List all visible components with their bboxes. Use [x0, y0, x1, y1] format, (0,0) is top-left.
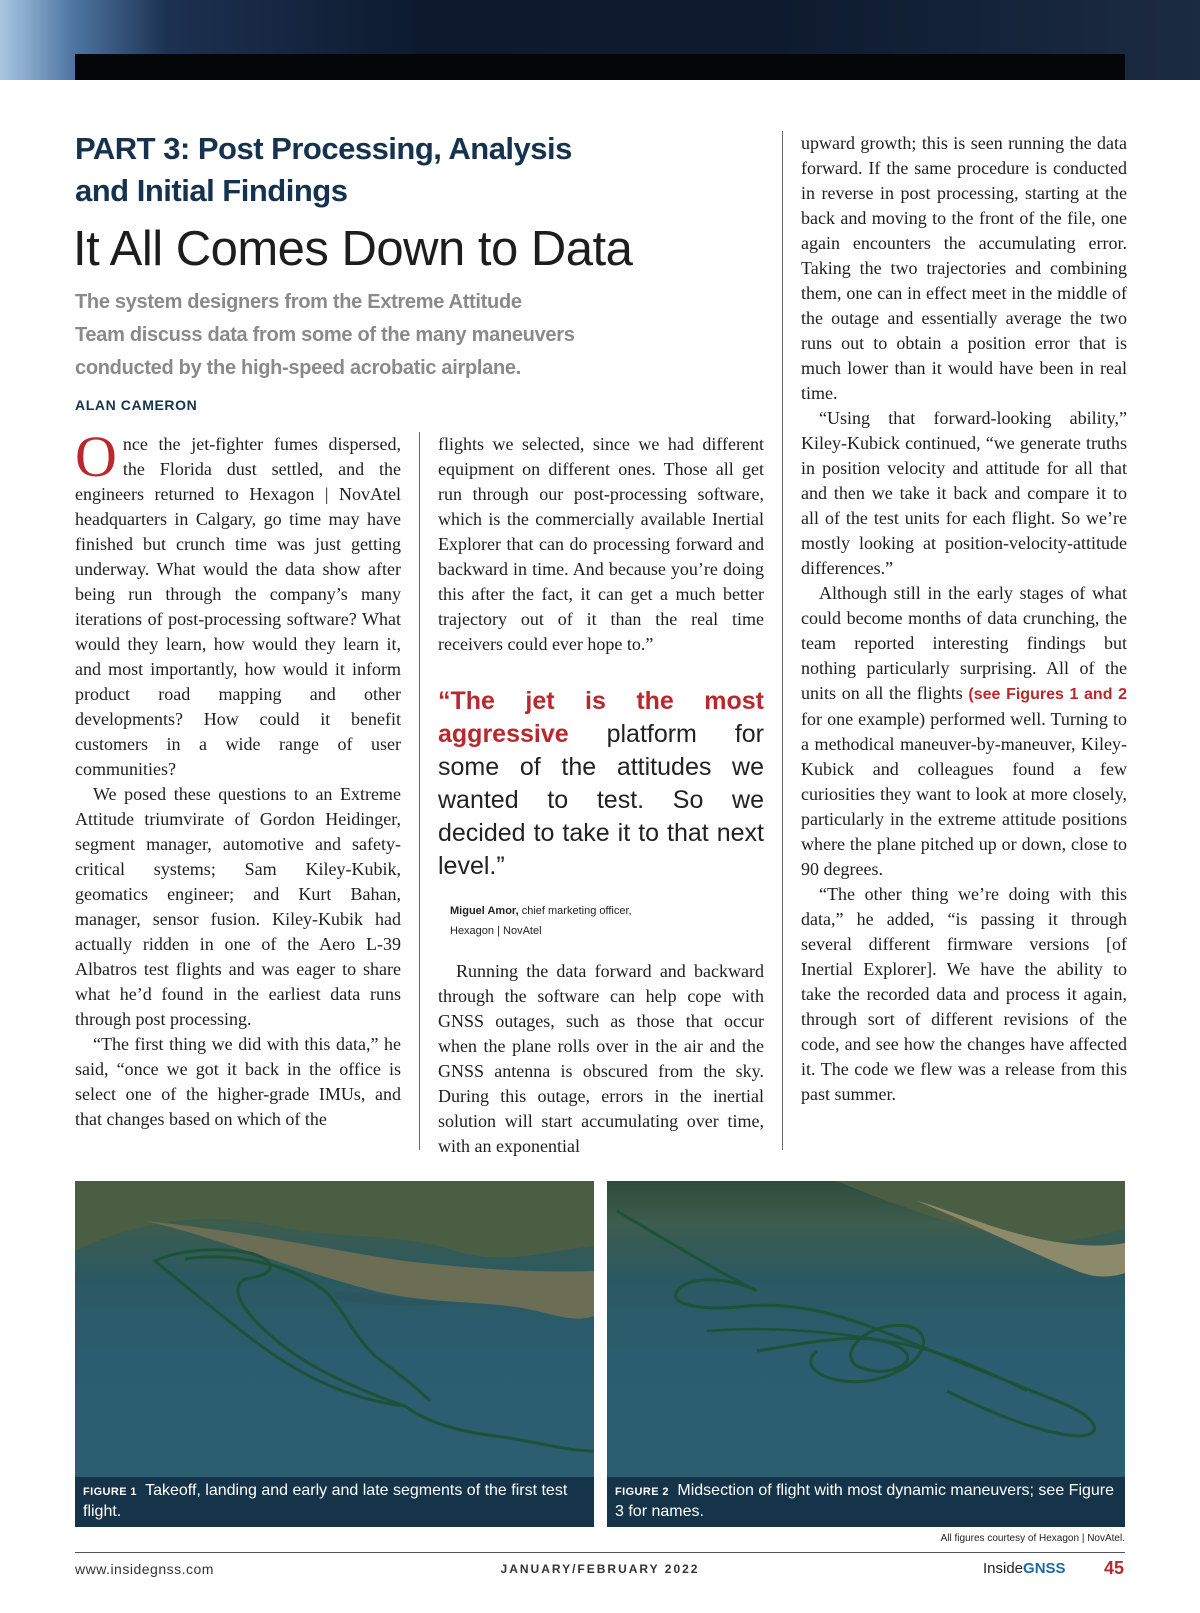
figure-credit: All figures courtesy of Hexagon | NovAtel.	[940, 1533, 1125, 1544]
page-number: 45	[1104, 1558, 1125, 1578]
figure-label: FIGURE 1	[83, 1486, 137, 1498]
footer-rule	[75, 1552, 1125, 1553]
paragraph: flights we selected, since we had different equipment on different ones. Those all get run through our post-processing software, which is the commercially available Inertial Explorer that can do processing forward and backward in time. And because you’re doing this after the fact, it can get a much better trajectory out of it than the real time receivers could ever hope to.”	[438, 434, 764, 654]
brand-prefix: Inside	[983, 1560, 1024, 1577]
paragraph	[801, 581, 1127, 882]
figure-2-caption	[607, 1477, 1125, 1527]
quote-speaker-name: Miguel Amor,	[450, 905, 519, 917]
figure-reference: (see Figures 1 and 2	[968, 686, 1127, 703]
column-3	[801, 131, 1127, 1107]
pull-quote	[438, 685, 764, 883]
paragraph-text: for one example) performed well. Turning to a methodical maneuver-by-maneuver, Kiley-Kubick and colleagues found a few curiosities they want to look at more closely, particularly in the extreme attitude positions where the plane pitched up or down, close to 90 degrees.	[801, 709, 1127, 879]
footer-brand	[983, 1560, 1066, 1577]
land-mass	[837, 1181, 1125, 1242]
caption-text: Takeoff, landing and early and late segments of the first test flight.	[83, 1482, 568, 1520]
paragraph-text: Although still in the early stages of what could become months of data crunching, the team reported interesting findings but nothing particularly surprising. All of the units on all the flights	[801, 583, 1127, 703]
paragraph: Running the data forward and backward through the software can help cope with GNSS outages, such as those that occur when the plane rolls over in the air and the GNSS antenna is obscured from the sky. During this outage, errors in the inertial solution will start accumulating over time, with an exponential	[438, 961, 764, 1156]
flight-track	[405, 1406, 594, 1451]
brand-suffix: GNSS	[1023, 1560, 1066, 1577]
article-deck: The system designers from the Extreme Attitude Team discuss data from some of the many maneuvers conducted by the high-speed acrobatic airplane.	[75, 291, 575, 379]
flight-track-map	[75, 1181, 594, 1527]
column-2	[438, 432, 764, 1159]
figure-label: FIGURE 2	[615, 1486, 669, 1498]
pull-quote-text: platform for some of the attitudes we wanted to test. So we decided to take it to that next level.”	[438, 720, 764, 880]
caption-text: Midsection of flight with most dynamic maneuvers; see Figure 3 for names.	[615, 1482, 1115, 1520]
paragraph-text: nce the jet-fighter fumes dispersed, the Florida dust settled, and the engineers returned to Hexagon | NovAtel headquarters in Calgary, go time may have finished but crunch time was just getting underway. What would the data show after being run through the company’s many iterations of post-processing software? What would they learn, how would they learn it, and most importantly, how would it inform product road mapping and other developments? How could it benefit customers in a wide range of user communities?	[75, 434, 401, 779]
column-1	[75, 424, 401, 1132]
paragraph: “Using that forward-looking ability,” Kiley-Kubick continued, “we generate truths in position velocity and attitude for all that and then we take it back and compare it to all of the test units for each flight. So we’re mostly looking at position-velocity-attitude differences.”	[801, 408, 1127, 578]
paragraph: We posed these questions to an Extreme Attitude triumvirate of Gordon Heidinger, segment manager, automotive and safety-critical systems; Sam Kiley-Kubik, geomatics engineer; and Kurt Bahan, manager, sensor fusion. Kiley-Kubik had actually ridden in one of the Aero L-39 Albatros test flights and was eager to share what he’d found in the earliest data runs through post processing.	[75, 784, 401, 1029]
quote-speaker-org: Hexagon | NovAtel	[450, 925, 542, 937]
quote-speaker-role: chief marketing officer,	[521, 905, 632, 917]
header-black-bar	[75, 54, 1125, 80]
pull-quote-attribution	[450, 901, 764, 941]
footer-issue-date: JANUARY/FEBRUARY 2022	[500, 1562, 700, 1576]
part-heading: PART 3: Post Processing, Analysis and Initial Findings	[75, 131, 572, 208]
paragraph: upward growth; this is seen running the data forward. If the same procedure is conducted in reverse in post processing, starting at the back and moving to the front of the file, one again encounters the accumulating error. Taking the two trajectories and combining them, one can in effect meet in the middle of the outage and essentially average the two runs out to obtain a position error that is much lower than it would have been in real time.	[801, 133, 1127, 403]
pull-quote-highlight: “The jet is the most aggressive	[438, 687, 764, 748]
figure-1-map	[75, 1181, 594, 1527]
footer-url[interactable]: www.insidegnss.com	[75, 1561, 214, 1577]
paragraph	[75, 424, 401, 782]
column-rule	[419, 432, 420, 1150]
land-mass	[75, 1181, 594, 1257]
paragraph: “The other thing we’re doing with this data,” he added, “is passing it through several different firmware versions [of Inertial Explorer]. We have the ability to take the recorded data and process it again, through sort of different revisions of the code, and see how the changes have affected it. The code we flew was a release from this past summer.	[801, 884, 1127, 1104]
drop-cap: O	[75, 424, 117, 489]
flight-track-map	[607, 1181, 1125, 1527]
article-title: It All Comes Down to Data	[73, 222, 633, 276]
column-rule	[782, 131, 783, 1150]
figure-1-caption	[75, 1477, 594, 1527]
figure-2-map	[607, 1181, 1125, 1527]
byline: ALAN CAMERON	[75, 397, 198, 413]
paragraph: “The first thing we did with this data,” he said, “once we got it back in the office is select one of the higher-grade IMUs, and that changes based on which of the	[75, 1034, 401, 1129]
